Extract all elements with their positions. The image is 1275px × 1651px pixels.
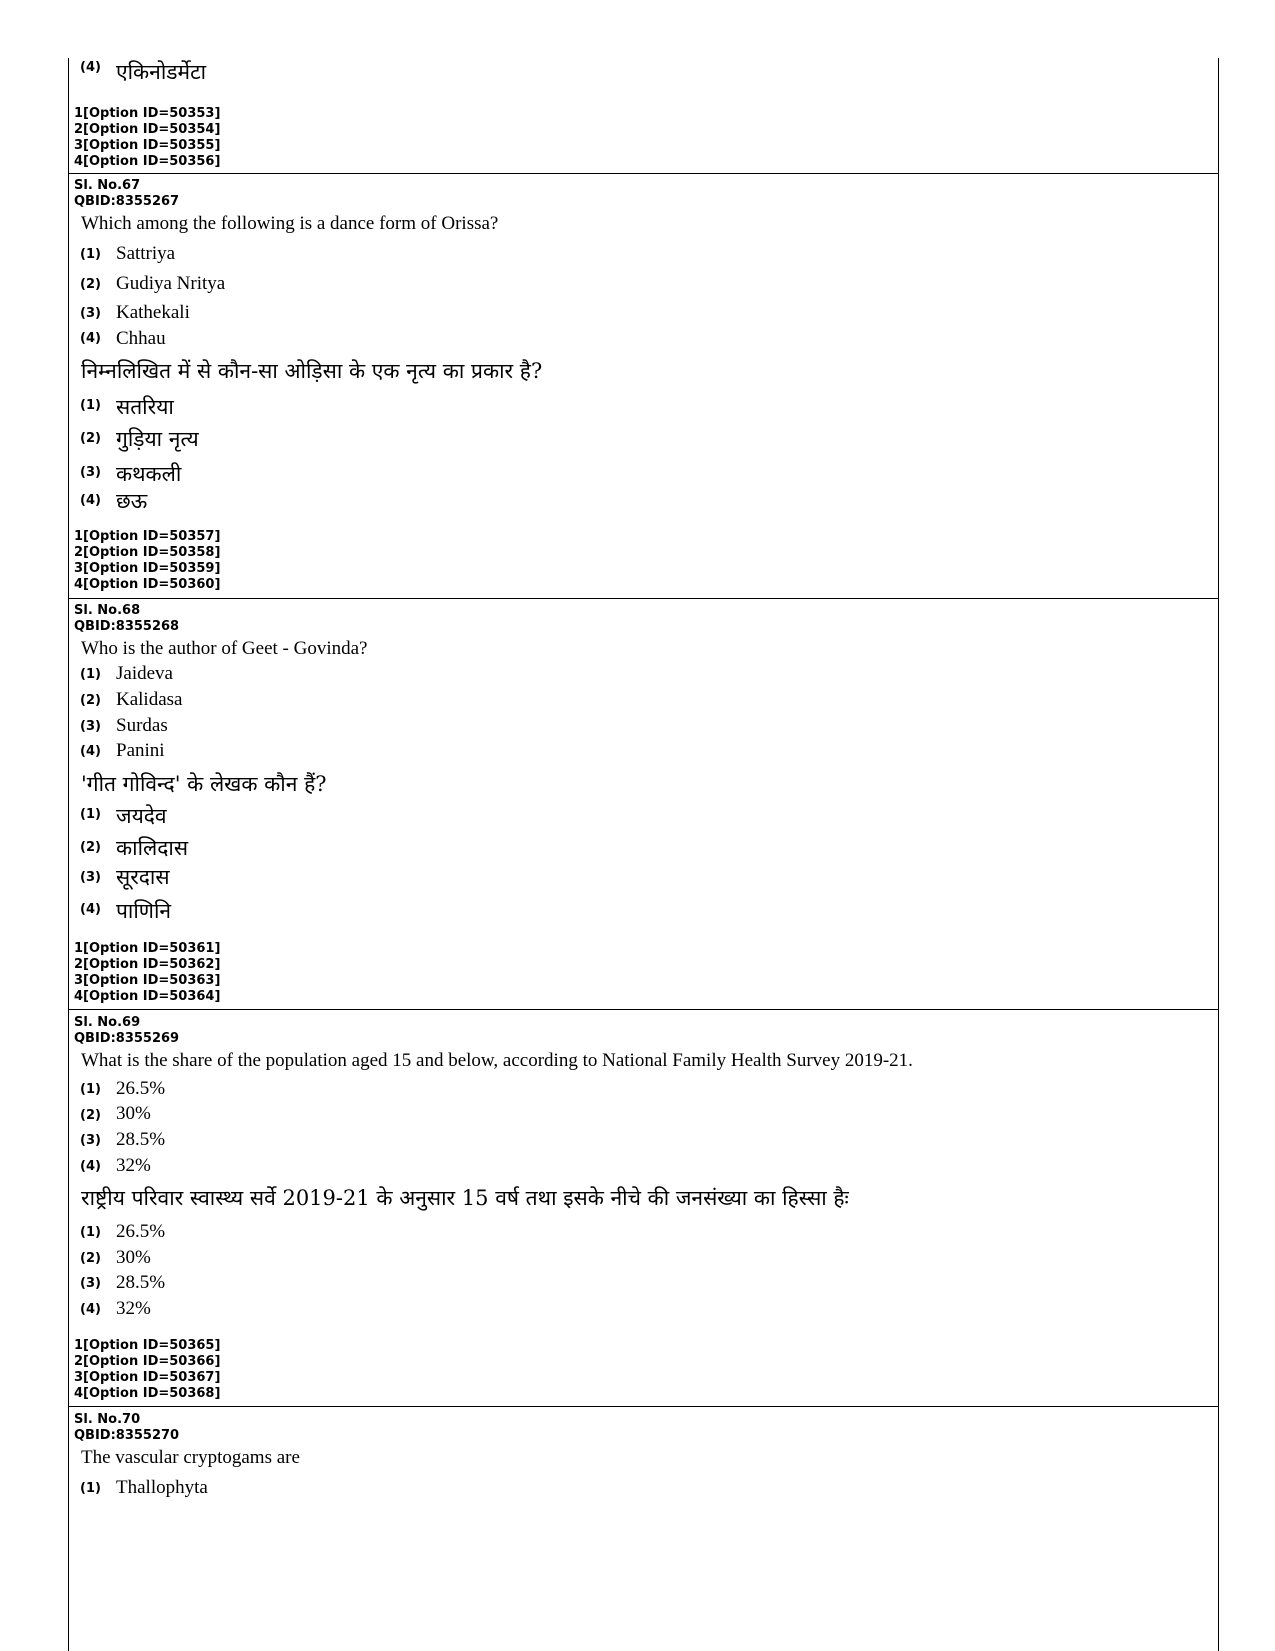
option-text: कालिदास bbox=[116, 836, 189, 860]
option-id: 2[Option ID=50358] bbox=[74, 545, 221, 560]
option-text: Surdas bbox=[116, 715, 168, 736]
option-id: 2[Option ID=50354] bbox=[74, 122, 221, 137]
question-meta bbox=[74, 603, 179, 635]
option-text: छऊ bbox=[116, 489, 148, 513]
option-number: (4) bbox=[80, 331, 101, 346]
option-id: 2[Option ID=50362] bbox=[74, 957, 221, 972]
option-number: (1) bbox=[80, 1481, 101, 1496]
option-number: (1) bbox=[80, 247, 101, 262]
option-text: कथकली bbox=[116, 462, 182, 486]
option-text: 30% bbox=[116, 1103, 151, 1124]
question-text-hindi: निम्नलिखित में से कौन-सा ओड़िसा के एक नृत्य का प्रकार है? bbox=[81, 359, 543, 383]
question-text-english: The vascular cryptogams are bbox=[81, 1447, 300, 1468]
option-number: (3) bbox=[80, 465, 101, 480]
option-number: (4) bbox=[80, 902, 101, 917]
question-text-english: Who is the author of Geet - Govinda? bbox=[81, 638, 368, 659]
option-id: 3[Option ID=50367] bbox=[74, 1370, 221, 1385]
qbid: QBID:8355267 bbox=[74, 194, 180, 209]
question-meta bbox=[74, 178, 179, 210]
option-number: (2) bbox=[80, 840, 101, 855]
question-meta bbox=[74, 1015, 179, 1047]
serial-number: Sl. No.68 bbox=[74, 603, 141, 618]
option-text: 26.5% bbox=[116, 1078, 166, 1099]
qbid: QBID:8355270 bbox=[74, 1428, 180, 1443]
option-number: (3) bbox=[80, 1276, 101, 1291]
option-id: 4[Option ID=50368] bbox=[74, 1386, 221, 1401]
question-text-hindi: राष्ट्रीय परिवार स्वास्थ्य सर्वे 2019-21 के अनुसार 15 वर्ष तथा इसके नीचे की जनसंख्या का हिस्सा हैः bbox=[81, 1186, 849, 1210]
option-number: (4) bbox=[80, 1302, 101, 1317]
option-id: 3[Option ID=50355] bbox=[74, 138, 221, 153]
option-number: (4) bbox=[80, 1159, 101, 1174]
option-id: 1[Option ID=50357] bbox=[74, 529, 221, 544]
option-id-list bbox=[74, 106, 220, 170]
divider bbox=[68, 1009, 1219, 1010]
question-meta bbox=[74, 1412, 179, 1444]
option-number: (1) bbox=[80, 398, 101, 413]
option-text: Kalidasa bbox=[116, 689, 183, 710]
option-text: Thallophyta bbox=[116, 1477, 208, 1498]
serial-number: Sl. No.67 bbox=[74, 178, 141, 193]
divider bbox=[68, 598, 1219, 599]
option-text: Chhau bbox=[116, 328, 166, 349]
divider bbox=[68, 1406, 1219, 1407]
option-text: Kathekali bbox=[116, 302, 190, 323]
option-text: Jaideva bbox=[116, 663, 173, 684]
option-id: 4[Option ID=50364] bbox=[74, 989, 221, 1004]
option-id: 2[Option ID=50366] bbox=[74, 1354, 221, 1369]
option-text: 26.5% bbox=[116, 1221, 166, 1242]
option-id: 1[Option ID=50365] bbox=[74, 1338, 221, 1353]
option-text: सूरदास bbox=[116, 865, 170, 889]
divider bbox=[68, 173, 1219, 174]
option-text: 32% bbox=[116, 1155, 151, 1176]
option-id-list bbox=[74, 1338, 220, 1402]
qbid: QBID:8355268 bbox=[74, 619, 180, 634]
option-number: (1) bbox=[80, 1082, 101, 1097]
option-text: 28.5% bbox=[116, 1129, 166, 1150]
option-number: (4) bbox=[80, 493, 101, 508]
option-text: सतरिया bbox=[116, 395, 174, 419]
option-text: 32% bbox=[116, 1298, 151, 1319]
option-number: (1) bbox=[80, 667, 101, 682]
option-number: (3) bbox=[80, 719, 101, 734]
option-id-list bbox=[74, 941, 220, 1005]
option-text: 30% bbox=[116, 1247, 151, 1268]
option-text: Panini bbox=[116, 740, 165, 761]
option-id-list bbox=[74, 529, 220, 593]
question-text-english: What is the share of the population aged 15 and below, according to National Family Health Survey 2019-21. bbox=[81, 1050, 913, 1071]
option-number: (2) bbox=[80, 277, 101, 292]
option-text: 28.5% bbox=[116, 1272, 166, 1293]
question-text-hindi: 'गीत गोविन्द' के लेखक कौन हैं? bbox=[81, 772, 327, 796]
option-text: Sattriya bbox=[116, 243, 176, 264]
option-id: 1[Option ID=50353] bbox=[74, 106, 221, 121]
option-text: एकिनोडर्मेटा bbox=[116, 60, 207, 84]
option-number: (2) bbox=[80, 1251, 101, 1266]
option-text: पाणिनि bbox=[116, 899, 172, 923]
option-number: (3) bbox=[80, 306, 101, 321]
option-text: गुड़िया नृत्य bbox=[116, 427, 199, 451]
serial-number: Sl. No.69 bbox=[74, 1015, 141, 1030]
option-id: 3[Option ID=50363] bbox=[74, 973, 221, 988]
option-number: (2) bbox=[80, 431, 101, 446]
option-number: (1) bbox=[80, 807, 101, 822]
question-text-english: Which among the following is a dance form of Orissa? bbox=[81, 213, 499, 234]
option-id: 1[Option ID=50361] bbox=[74, 941, 221, 956]
option-number: (3) bbox=[80, 870, 101, 885]
option-number: (2) bbox=[80, 1108, 101, 1123]
option-id: 3[Option ID=50359] bbox=[74, 561, 221, 576]
option-number: (2) bbox=[80, 693, 101, 708]
serial-number: Sl. No.70 bbox=[74, 1412, 141, 1427]
option-text: Gudiya Nritya bbox=[116, 273, 226, 294]
option-text: जयदेव bbox=[116, 804, 167, 828]
option-number: (4) bbox=[80, 744, 101, 759]
qbid: QBID:8355269 bbox=[74, 1031, 180, 1046]
option-id: 4[Option ID=50356] bbox=[74, 154, 221, 169]
option-number: (4) bbox=[80, 60, 101, 75]
option-number: (1) bbox=[80, 1225, 101, 1240]
option-number: (3) bbox=[80, 1133, 101, 1148]
option-id: 4[Option ID=50360] bbox=[74, 577, 221, 592]
page-frame bbox=[68, 58, 1219, 1651]
